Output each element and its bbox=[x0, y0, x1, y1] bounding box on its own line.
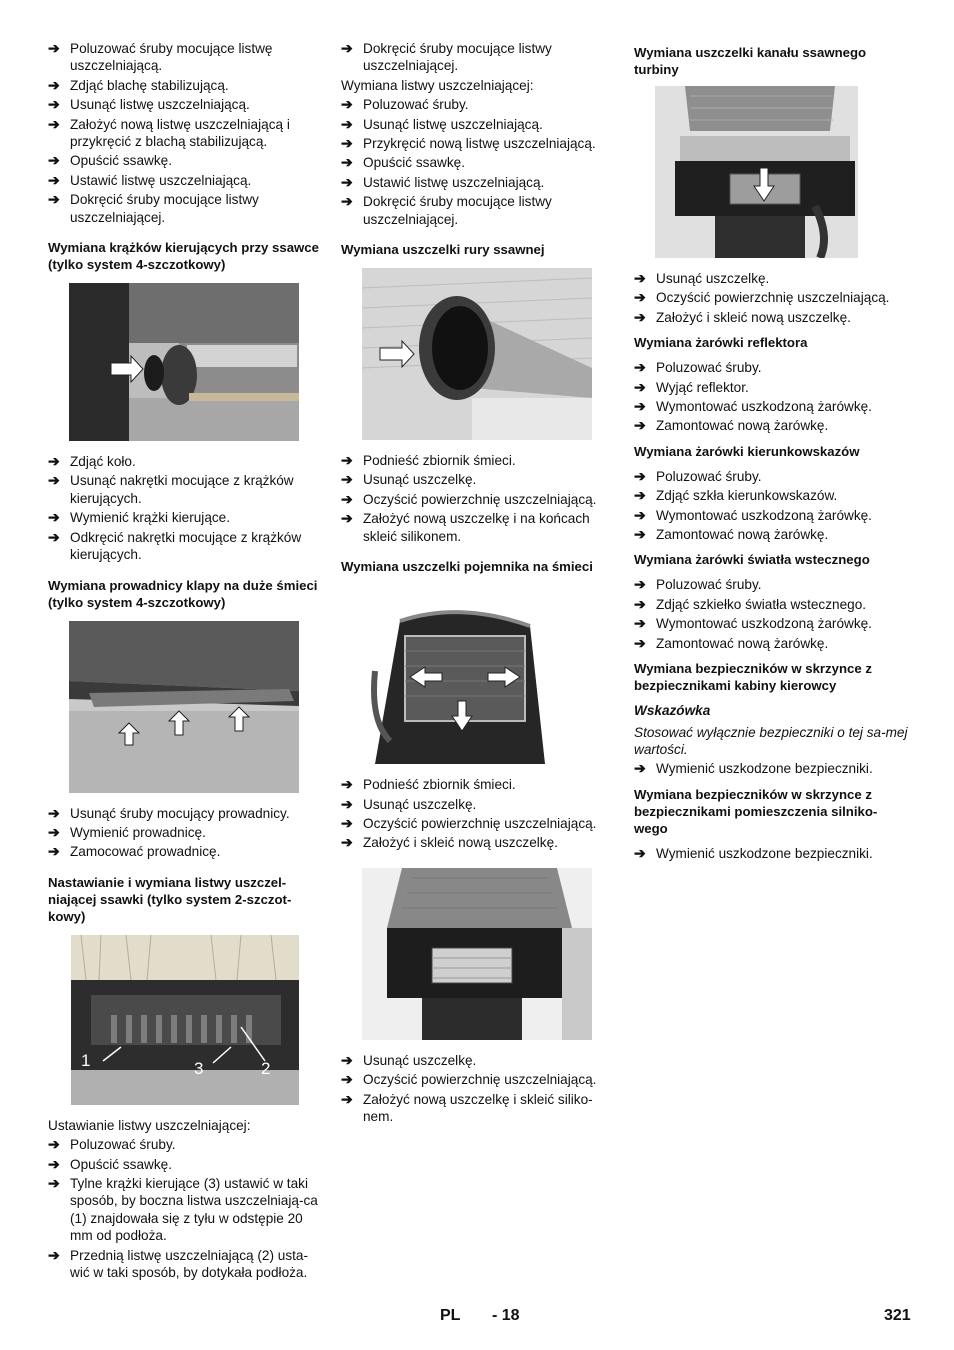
arrow-right-icon: ➔ bbox=[341, 471, 353, 488]
arrow-right-icon: ➔ bbox=[48, 843, 60, 860]
step-item bbox=[341, 471, 615, 488]
step-item bbox=[48, 96, 322, 113]
step-text: Tylne krążki kierujące (3) ustawić w taki sposób, by boczna listwa uszczelniają-ca (1) znajdowała się z tyłu w odstępie 20 mm od podłoża. bbox=[70, 1175, 318, 1244]
arrow-right-icon: ➔ bbox=[341, 1090, 353, 1107]
step-item bbox=[341, 174, 615, 191]
step-list bbox=[634, 576, 909, 652]
arrow-right-icon: ➔ bbox=[48, 171, 60, 188]
arrow-right-icon: ➔ bbox=[634, 760, 646, 777]
step-list bbox=[634, 359, 909, 435]
step-item bbox=[48, 824, 322, 841]
step-text: Usunąć nakrętki mocujące z krążków kierujących. bbox=[70, 473, 294, 506]
section-heading: Wymiana żarówki reflektora bbox=[634, 335, 808, 351]
arrow-right-icon: ➔ bbox=[48, 1246, 60, 1263]
arrow-right-icon: ➔ bbox=[341, 40, 353, 56]
arrow-right-icon: ➔ bbox=[634, 615, 646, 632]
step-item bbox=[341, 1071, 615, 1088]
arrow-right-icon: ➔ bbox=[341, 173, 353, 190]
step-text: Poluzować śruby. bbox=[656, 468, 762, 484]
step-list bbox=[634, 468, 909, 544]
step-text: Wymienić krążki kierujące. bbox=[70, 510, 231, 526]
step-item bbox=[341, 1052, 615, 1069]
photo-turbine-suction-channel bbox=[655, 86, 858, 258]
step-text: Podnieść zbiornik śmieci. bbox=[363, 777, 516, 793]
step-list bbox=[341, 40, 615, 75]
step-item bbox=[634, 576, 909, 593]
step-text: Wymienić uszkodzone bezpieczniki. bbox=[656, 845, 873, 861]
step-item bbox=[341, 154, 615, 171]
section-heading: Wymiana żarówki kierunkowskazów bbox=[634, 443, 860, 459]
step-item bbox=[634, 379, 909, 396]
callout-1: 1 bbox=[81, 1050, 91, 1070]
step-list bbox=[341, 96, 615, 228]
step-item bbox=[48, 191, 322, 226]
step-item bbox=[341, 834, 615, 851]
note-text: Stosować wyłącznie bezpieczniki o tej sa-mej wartości. bbox=[634, 724, 908, 757]
arrow-right-icon: ➔ bbox=[48, 40, 60, 56]
step-text: Opuścić ssawkę. bbox=[363, 155, 465, 171]
step-text: Usunąć uszczelkę. bbox=[363, 1052, 477, 1068]
step-text: Zdjąć koło. bbox=[70, 454, 136, 470]
step-item bbox=[341, 796, 615, 813]
step-item bbox=[48, 1136, 322, 1153]
step-text: Poluzować śruby mocujące listwę uszczelniającą. bbox=[70, 41, 273, 74]
step-text: Oczyścić powierzchnię uszczelniającą. bbox=[363, 815, 597, 831]
arrow-right-icon: ➔ bbox=[341, 154, 353, 171]
arrow-right-icon: ➔ bbox=[634, 526, 646, 543]
step-item bbox=[341, 452, 615, 469]
step-list bbox=[48, 40, 322, 226]
arrow-right-icon: ➔ bbox=[48, 823, 60, 840]
arrow-right-icon: ➔ bbox=[341, 115, 353, 132]
step-list bbox=[634, 270, 909, 326]
arrow-right-icon: ➔ bbox=[48, 472, 60, 489]
step-text: Wymontować uszkodzoną żarówkę. bbox=[656, 399, 872, 415]
step-text: Ustawić listwę uszczelniającą. bbox=[363, 174, 545, 190]
step-item bbox=[48, 1247, 322, 1282]
step-item bbox=[48, 152, 322, 169]
step-text: Oczyścić powierzchnię uszczelniającą. bbox=[363, 1072, 597, 1088]
arrow-right-icon: ➔ bbox=[341, 510, 353, 527]
arrow-right-icon: ➔ bbox=[341, 795, 353, 812]
step-item bbox=[341, 116, 615, 133]
photo-squeegee-strip bbox=[71, 935, 299, 1105]
step-text: Wyjąć reflektor. bbox=[656, 379, 749, 395]
step-item bbox=[634, 596, 909, 613]
step-item bbox=[634, 635, 909, 652]
step-item bbox=[634, 615, 909, 632]
step-list bbox=[341, 452, 615, 545]
arrow-right-icon: ➔ bbox=[634, 359, 646, 376]
arrow-right-icon: ➔ bbox=[634, 289, 646, 306]
section-heading: Wymiana żarówki światła wstecznego bbox=[634, 552, 870, 568]
section-heading: Wymiana uszczelki rury ssawnej bbox=[341, 242, 545, 258]
step-text: Odkręcić nakrętki mocujące z krążków kierujących. bbox=[70, 529, 302, 563]
step-text: Wymontować uszkodzoną żarówkę. bbox=[656, 507, 872, 523]
arrow-right-icon: ➔ bbox=[48, 1136, 60, 1153]
step-list bbox=[341, 1052, 615, 1126]
paragraph: Wymiana listwy uszczelniającej: bbox=[341, 77, 534, 93]
arrow-right-icon: ➔ bbox=[341, 1071, 353, 1088]
step-list bbox=[634, 845, 909, 862]
step-text: Oczyścić powierzchnię uszczelniającą. bbox=[656, 290, 890, 306]
step-text: Usunąć śruby mocujący prowadnicy. bbox=[70, 805, 290, 821]
step-text: Poluzować śruby. bbox=[656, 360, 762, 376]
column-middle bbox=[341, 40, 615, 1127]
step-text: Zdjąć blachę stabilizującą. bbox=[70, 77, 229, 93]
arrow-right-icon: ➔ bbox=[634, 467, 646, 484]
arrow-right-icon: ➔ bbox=[48, 191, 60, 208]
step-text: Poluzować śruby. bbox=[363, 97, 469, 113]
step-item bbox=[634, 289, 909, 306]
step-item bbox=[48, 453, 322, 470]
callout-2: 2 bbox=[261, 1058, 271, 1078]
arrow-right-icon: ➔ bbox=[341, 135, 353, 152]
arrow-right-icon: ➔ bbox=[634, 576, 646, 593]
arrow-right-icon: ➔ bbox=[634, 595, 646, 612]
arrow-right-icon: ➔ bbox=[634, 398, 646, 415]
step-item bbox=[634, 760, 909, 777]
step-item bbox=[48, 805, 322, 822]
step-item bbox=[48, 472, 322, 507]
step-item bbox=[48, 1175, 322, 1245]
arrow-right-icon: ➔ bbox=[48, 76, 60, 93]
arrow-right-icon: ➔ bbox=[48, 804, 60, 821]
arrow-right-icon: ➔ bbox=[48, 1155, 60, 1172]
footer-local-page: - 18 bbox=[492, 1307, 520, 1324]
step-item bbox=[341, 776, 615, 793]
arrow-right-icon: ➔ bbox=[48, 1174, 60, 1191]
arrow-right-icon: ➔ bbox=[634, 634, 646, 651]
section-heading: Wymiana prowadnicy klapy na duże śmieci (tylko system 4-szczotkowy) bbox=[48, 577, 318, 610]
section-heading: Wymiana uszczelki pojemnika na śmieci bbox=[341, 559, 593, 575]
step-text: Zdjąć szkła kierunkowskazów. bbox=[656, 488, 838, 504]
step-text: Wymontować uszkodzoną żarówkę. bbox=[656, 616, 872, 632]
arrow-right-icon: ➔ bbox=[341, 776, 353, 793]
step-item bbox=[341, 193, 615, 228]
step-item bbox=[48, 509, 322, 526]
step-text: Dokręcić śruby mocujące listwy uszczelniającej. bbox=[363, 41, 552, 74]
arrow-right-icon: ➔ bbox=[341, 834, 353, 851]
photo-waste-container-seal bbox=[370, 601, 552, 764]
step-text: Założyć i skleić nową uszczelkę. bbox=[363, 835, 558, 851]
arrow-right-icon: ➔ bbox=[634, 844, 646, 861]
photo-squeegee-guide-rollers bbox=[69, 283, 299, 441]
step-item bbox=[634, 359, 909, 376]
step-text: Dokręcić śruby mocujące listwy uszczelniającej. bbox=[70, 192, 259, 225]
arrow-right-icon: ➔ bbox=[341, 1051, 353, 1068]
step-item bbox=[341, 135, 615, 152]
step-text: Usunąć listwę uszczelniającą. bbox=[363, 116, 543, 132]
arrow-right-icon: ➔ bbox=[634, 308, 646, 325]
footer-page-number: 321 bbox=[884, 1307, 911, 1324]
step-list bbox=[341, 776, 615, 852]
step-text: Ustawić listwę uszczelniającą. bbox=[70, 172, 252, 188]
step-text: Dokręcić śruby mocujące listwy uszczelniającej. bbox=[363, 194, 552, 227]
arrow-right-icon: ➔ bbox=[341, 814, 353, 831]
arrow-right-icon: ➔ bbox=[48, 96, 60, 113]
step-item bbox=[48, 116, 322, 151]
photo-suction-tube bbox=[362, 268, 592, 440]
arrow-right-icon: ➔ bbox=[341, 193, 353, 210]
step-item bbox=[341, 510, 615, 545]
step-text: Zamontować nową żarówkę. bbox=[656, 527, 829, 543]
section-heading: Wymiana bezpieczników w skrzynce z bezpiecznikami kabiny kierowcy bbox=[634, 661, 872, 694]
step-item bbox=[48, 843, 322, 860]
step-text: Wymienić uszkodzone bezpieczniki. bbox=[656, 761, 873, 777]
step-text: Przednią listwę uszczelniającą (2) usta-wić w taki sposób, by dotykała podłoża. bbox=[70, 1247, 308, 1280]
arrow-right-icon: ➔ bbox=[634, 487, 646, 504]
arrow-right-icon: ➔ bbox=[48, 152, 60, 169]
step-item bbox=[48, 172, 322, 189]
section-heading: Wymiana bezpieczników w skrzynce z bezpiecznikami pomieszczenia silniko-wego bbox=[634, 786, 878, 836]
step-text: Założyć i skleić nową uszczelkę. bbox=[656, 309, 851, 325]
step-item bbox=[634, 398, 909, 415]
step-text: Założyć nową uszczelkę i na końcach skleić silikonem. bbox=[363, 511, 590, 544]
step-text: Usunąć uszczelkę. bbox=[656, 271, 770, 286]
step-item bbox=[48, 529, 322, 564]
step-text: Wymienić prowadnicę. bbox=[70, 824, 206, 840]
step-text: Poluzować śruby. bbox=[70, 1137, 176, 1153]
step-list bbox=[634, 760, 909, 777]
step-list bbox=[48, 1136, 322, 1281]
step-item bbox=[48, 1156, 322, 1173]
paragraph: Ustawianie listwy uszczelniającej: bbox=[48, 1117, 251, 1133]
step-text: Podnieść zbiornik śmieci. bbox=[363, 453, 516, 469]
note-heading: Wskazówka bbox=[634, 703, 711, 719]
step-item bbox=[341, 96, 615, 113]
arrow-right-icon: ➔ bbox=[341, 96, 353, 113]
step-text: Zamocować prowadnicę. bbox=[70, 844, 221, 860]
step-item bbox=[341, 1091, 615, 1126]
section-heading: Wymiana krążków kierujących przy ssawce (tylko system 4-szczotkowy) bbox=[48, 240, 319, 273]
column-left bbox=[48, 40, 322, 1283]
arrow-right-icon: ➔ bbox=[634, 506, 646, 523]
step-item bbox=[48, 77, 322, 94]
step-text: Zamontować nową żarówkę. bbox=[656, 418, 829, 434]
step-text: Usunąć listwę uszczelniającą. bbox=[70, 97, 250, 113]
step-text: Założyć nową listwę uszczelniającą i przykręcić z blachą stabilizującą. bbox=[70, 116, 290, 150]
step-text: Założyć nową uszczelkę i skleić siliko-nem. bbox=[363, 1091, 593, 1124]
arrow-right-icon: ➔ bbox=[48, 528, 60, 545]
step-item bbox=[341, 815, 615, 832]
arrow-right-icon: ➔ bbox=[48, 453, 60, 470]
step-text: Oczyścić powierzchnię uszczelniającą. bbox=[363, 491, 597, 507]
photo-flap-guide bbox=[69, 621, 299, 793]
step-item bbox=[341, 491, 615, 508]
step-text: Opuścić ssawkę. bbox=[70, 1156, 172, 1172]
step-list bbox=[48, 453, 322, 563]
step-item bbox=[634, 417, 909, 434]
step-item bbox=[634, 309, 909, 326]
arrow-right-icon: ➔ bbox=[48, 509, 60, 526]
step-item bbox=[634, 526, 909, 543]
arrow-right-icon: ➔ bbox=[634, 378, 646, 395]
column-right bbox=[634, 40, 909, 864]
section-heading: Nastawianie i wymiana listwy uszczel-niającej ssawki (tylko system 2-szczot-kowy) bbox=[48, 874, 292, 924]
step-item bbox=[634, 487, 909, 504]
section-heading: Wymiana uszczelki kanału ssawnego turbiny bbox=[634, 45, 867, 77]
step-text: Usunąć uszczelkę. bbox=[363, 472, 477, 488]
step-item bbox=[634, 845, 909, 862]
step-item bbox=[634, 507, 909, 524]
step-text: Opuścić ssawkę. bbox=[70, 153, 172, 169]
arrow-right-icon: ➔ bbox=[634, 270, 646, 286]
step-list bbox=[48, 805, 322, 861]
step-text: Poluzować śruby. bbox=[656, 577, 762, 593]
step-text: Zamontować nową żarówkę. bbox=[656, 635, 829, 651]
step-text: Zdjąć szkiełko światła wstecznego. bbox=[656, 596, 867, 612]
arrow-right-icon: ➔ bbox=[341, 490, 353, 507]
step-text: Przykręcić nową listwę uszczelniającą. bbox=[363, 136, 596, 152]
callout-3: 3 bbox=[194, 1058, 204, 1078]
step-item bbox=[341, 40, 615, 75]
arrow-right-icon: ➔ bbox=[341, 452, 353, 469]
step-item bbox=[634, 270, 909, 287]
step-text: Usunąć uszczelkę. bbox=[363, 796, 477, 812]
photo-container-seal-open bbox=[362, 868, 592, 1040]
footer-language: PL bbox=[440, 1307, 461, 1324]
arrow-right-icon: ➔ bbox=[48, 115, 60, 132]
arrow-right-icon: ➔ bbox=[634, 417, 646, 434]
step-item bbox=[48, 40, 322, 75]
step-item bbox=[634, 468, 909, 485]
